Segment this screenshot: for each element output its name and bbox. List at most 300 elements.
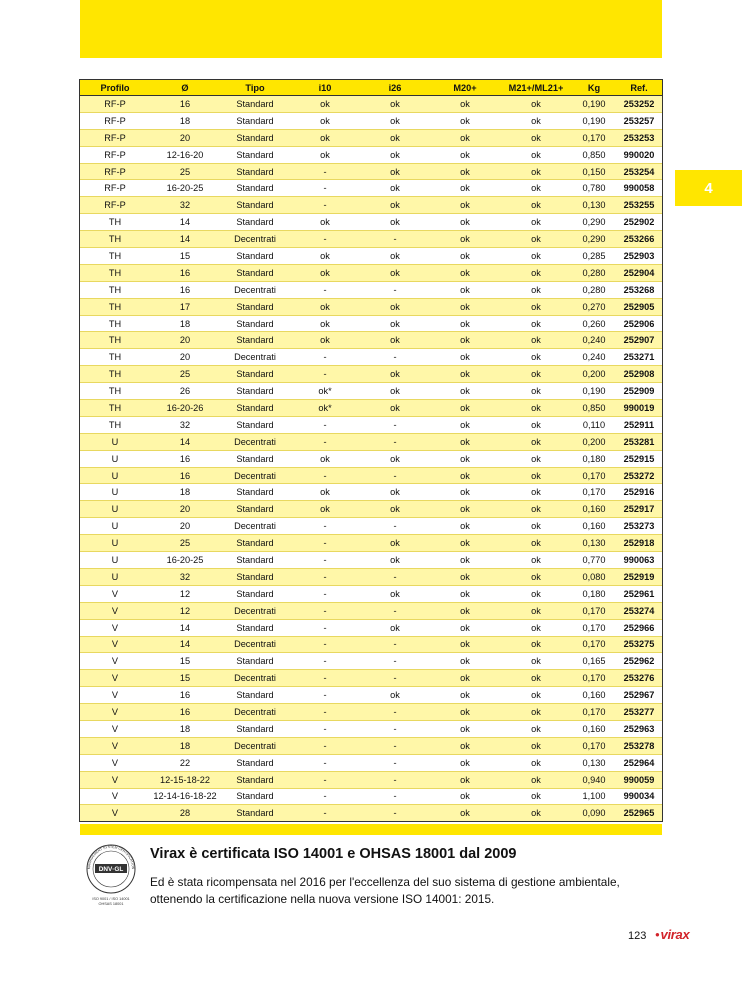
cell-kg: 0,110 [572, 416, 616, 433]
cell-m21-ml21: ok [500, 568, 572, 585]
cell-i10: ok [290, 264, 360, 281]
cell-i26: ok [360, 585, 430, 602]
cell-profilo: U [80, 467, 150, 484]
cell-diameter: 20 [150, 518, 220, 535]
cell-m20: ok [430, 281, 500, 298]
cell-tipo: Standard [220, 535, 290, 552]
cell-ref: 990059 [616, 771, 662, 788]
cell-m20: ok [430, 214, 500, 231]
cell-diameter: 16 [150, 96, 220, 113]
cell-tipo: Decentrati [220, 467, 290, 484]
cell-m21-ml21: ok [500, 670, 572, 687]
cell-i26: - [360, 602, 430, 619]
cell-ref: 252903 [616, 248, 662, 265]
cell-i26: ok [360, 501, 430, 518]
cell-i26: - [360, 720, 430, 737]
cell-ref: 252916 [616, 484, 662, 501]
cell-diameter: 20 [150, 332, 220, 349]
cell-m21-ml21: ok [500, 585, 572, 602]
cell-kg: 0,170 [572, 467, 616, 484]
logo-caption-2: OHSAS 18001 [98, 902, 124, 906]
cell-m20: ok [430, 450, 500, 467]
cell-profilo: TH [80, 248, 150, 265]
cell-ref: 990034 [616, 788, 662, 805]
cell-m20: ok [430, 568, 500, 585]
cell-m21-ml21: ok [500, 383, 572, 400]
cell-diameter: 25 [150, 366, 220, 383]
cell-m21-ml21: ok [500, 501, 572, 518]
cell-diameter: 16-20-26 [150, 400, 220, 417]
header-tipo: Tipo [220, 80, 290, 96]
cell-i10: - [290, 754, 360, 771]
cell-i26: ok [360, 197, 430, 214]
cell-kg: 0,170 [572, 704, 616, 721]
cell-tipo: Decentrati [220, 636, 290, 653]
cell-i26: - [360, 568, 430, 585]
cell-i10: - [290, 568, 360, 585]
cell-kg: 0,200 [572, 433, 616, 450]
table-row [80, 163, 662, 180]
cell-ref: 253274 [616, 602, 662, 619]
table-row [80, 248, 662, 265]
table-row [80, 602, 662, 619]
cell-profilo: TH [80, 264, 150, 281]
cell-diameter: 28 [150, 805, 220, 821]
cell-profilo: U [80, 535, 150, 552]
table-row [80, 197, 662, 214]
cell-i10: - [290, 619, 360, 636]
cell-tipo: Standard [220, 552, 290, 569]
cell-profilo: TH [80, 332, 150, 349]
cell-m21-ml21: ok [500, 129, 572, 146]
cell-m21-ml21: ok [500, 146, 572, 163]
cell-diameter: 16-20-25 [150, 180, 220, 197]
cell-profilo: TH [80, 281, 150, 298]
cell-i10: - [290, 231, 360, 248]
cell-tipo: Standard [220, 805, 290, 821]
cell-i10: ok* [290, 383, 360, 400]
cell-tipo: Standard [220, 214, 290, 231]
header-m21-ml21: M21+/ML21+ [500, 80, 572, 96]
cell-tipo: Standard [220, 771, 290, 788]
cell-diameter: 25 [150, 163, 220, 180]
cell-profilo: U [80, 568, 150, 585]
table-row [80, 670, 662, 687]
cell-ref: 252905 [616, 298, 662, 315]
cell-profilo: V [80, 805, 150, 821]
cell-tipo: Standard [220, 383, 290, 400]
certification-title: Virax è certificata ISO 14001 e OHSAS 18001 dal 2009 [150, 846, 517, 862]
cell-diameter: 32 [150, 568, 220, 585]
cell-i10: - [290, 197, 360, 214]
cell-tipo: Standard [220, 163, 290, 180]
cell-tipo: Decentrati [220, 602, 290, 619]
certification-body: Ed è stata ricompensata nel 2016 per l'eccellenza del suo sistema di gestione ambientale, ottenendo la certificazione nella nuova versione ISO 14001: 2015. [150, 875, 620, 906]
cell-m21-ml21: ok [500, 484, 572, 501]
cell-tipo: Standard [220, 180, 290, 197]
cell-tipo: Standard [220, 788, 290, 805]
table-row [80, 450, 662, 467]
cell-i10: - [290, 636, 360, 653]
cell-kg: 0,190 [572, 383, 616, 400]
cell-i26: ok [360, 129, 430, 146]
cell-i26: - [360, 416, 430, 433]
cell-m21-ml21: ok [500, 602, 572, 619]
cell-m20: ok [430, 112, 500, 129]
cell-diameter: 14 [150, 214, 220, 231]
table-row [80, 636, 662, 653]
header-profilo: Profilo [80, 80, 150, 96]
cell-i26: ok [360, 552, 430, 569]
cell-profilo: TH [80, 298, 150, 315]
cell-m21-ml21: ok [500, 805, 572, 821]
cell-kg: 0,200 [572, 366, 616, 383]
cell-kg: 0,170 [572, 484, 616, 501]
table-row [80, 501, 662, 518]
cell-profilo: TH [80, 214, 150, 231]
cell-diameter: 15 [150, 248, 220, 265]
cell-kg: 0,290 [572, 214, 616, 231]
cell-tipo: Standard [220, 96, 290, 113]
cell-diameter: 14 [150, 619, 220, 636]
cell-profilo: V [80, 653, 150, 670]
cell-m21-ml21: ok [500, 754, 572, 771]
cell-tipo: Standard [220, 720, 290, 737]
cell-m21-ml21: ok [500, 653, 572, 670]
cell-diameter: 18 [150, 720, 220, 737]
cell-tipo: Standard [220, 653, 290, 670]
cell-i10: ok [290, 96, 360, 113]
cell-kg: 0,180 [572, 585, 616, 602]
table-row [80, 264, 662, 281]
table-row [80, 552, 662, 569]
header-i26: i26 [360, 80, 430, 96]
cell-profilo: RF-P [80, 180, 150, 197]
cell-i10: - [290, 720, 360, 737]
cell-m21-ml21: ok [500, 687, 572, 704]
cell-m20: ok [430, 602, 500, 619]
cell-m20: ok [430, 653, 500, 670]
cell-i26: ok [360, 298, 430, 315]
cell-m20: ok [430, 687, 500, 704]
cell-i10: - [290, 737, 360, 754]
cell-i26: - [360, 653, 430, 670]
cell-tipo: Decentrati [220, 670, 290, 687]
cell-i26: ok [360, 248, 430, 265]
logo-caption-1: ISO 9001 / ISO 14001 [92, 897, 130, 901]
cell-diameter: 32 [150, 416, 220, 433]
cell-m20: ok [430, 383, 500, 400]
cell-i26: - [360, 788, 430, 805]
cell-kg: 0,170 [572, 670, 616, 687]
cell-i10: ok [290, 146, 360, 163]
cell-m21-ml21: ok [500, 737, 572, 754]
cell-ref: 252909 [616, 383, 662, 400]
table-row [80, 687, 662, 704]
cell-kg: 0,160 [572, 687, 616, 704]
cell-diameter: 18 [150, 737, 220, 754]
cell-profilo: U [80, 450, 150, 467]
cell-kg: 0,170 [572, 619, 616, 636]
cell-profilo: RF-P [80, 197, 150, 214]
cell-ref: 253268 [616, 281, 662, 298]
cell-i26: ok [360, 214, 430, 231]
cell-m21-ml21: ok [500, 720, 572, 737]
cell-m21-ml21: ok [500, 400, 572, 417]
cell-i26: - [360, 754, 430, 771]
cell-profilo: U [80, 484, 150, 501]
cell-m20: ok [430, 737, 500, 754]
cell-ref: 253277 [616, 704, 662, 721]
cell-m21-ml21: ok [500, 433, 572, 450]
cell-m21-ml21: ok [500, 535, 572, 552]
cell-tipo: Standard [220, 197, 290, 214]
cell-m21-ml21: ok [500, 231, 572, 248]
virax-logo [655, 927, 689, 942]
table-row [80, 518, 662, 535]
page-number: 123 [628, 930, 647, 942]
cell-kg: 0,080 [572, 568, 616, 585]
cell-ref: 252908 [616, 366, 662, 383]
cell-m21-ml21: ok [500, 96, 572, 113]
cell-diameter: 12-16-20 [150, 146, 220, 163]
table-row [80, 416, 662, 433]
cell-tipo: Standard [220, 484, 290, 501]
cell-profilo: V [80, 788, 150, 805]
cell-tipo: Standard [220, 585, 290, 602]
table-row [80, 281, 662, 298]
cell-i10: ok [290, 129, 360, 146]
top-yellow-band [80, 0, 662, 58]
cell-kg: 0,940 [572, 771, 616, 788]
cell-ref: 253273 [616, 518, 662, 535]
cell-m21-ml21: ok [500, 771, 572, 788]
cell-profilo: U [80, 501, 150, 518]
cell-ref: 253254 [616, 163, 662, 180]
cell-m20: ok [430, 518, 500, 535]
cell-i10: - [290, 771, 360, 788]
table-row [80, 400, 662, 417]
cell-i10: - [290, 670, 360, 687]
cell-i10: - [290, 180, 360, 197]
cell-ref: 253252 [616, 96, 662, 113]
cell-i10: ok [290, 112, 360, 129]
cell-tipo: Decentrati [220, 281, 290, 298]
cell-profilo: TH [80, 231, 150, 248]
cell-m20: ok [430, 416, 500, 433]
cell-tipo: Standard [220, 416, 290, 433]
cell-diameter: 20 [150, 501, 220, 518]
cell-i26: ok [360, 180, 430, 197]
cell-i10: ok [290, 315, 360, 332]
cell-i26: ok [360, 619, 430, 636]
cell-profilo: RF-P [80, 146, 150, 163]
cell-kg: 0,270 [572, 298, 616, 315]
cell-i10: - [290, 788, 360, 805]
cell-kg: 0,170 [572, 602, 616, 619]
cell-diameter: 16-20-25 [150, 552, 220, 569]
cell-tipo: Standard [220, 400, 290, 417]
cell-i10: - [290, 585, 360, 602]
cell-m20: ok [430, 332, 500, 349]
cell-profilo: V [80, 687, 150, 704]
cell-m20: ok [430, 163, 500, 180]
cell-profilo: V [80, 602, 150, 619]
cell-diameter: 12 [150, 602, 220, 619]
cell-tipo: Decentrati [220, 433, 290, 450]
cell-i26: ok [360, 264, 430, 281]
table-row [80, 129, 662, 146]
cell-diameter: 15 [150, 670, 220, 687]
cell-m20: ok [430, 619, 500, 636]
cell-i10: ok [290, 332, 360, 349]
cell-m20: ok [430, 180, 500, 197]
cell-i26: ok [360, 112, 430, 129]
cell-m20: ok [430, 366, 500, 383]
cell-profilo: V [80, 754, 150, 771]
cell-diameter: 12 [150, 585, 220, 602]
cell-i26: ok [360, 315, 430, 332]
table-row [80, 298, 662, 315]
header-diameter: Ø [150, 80, 220, 96]
cell-kg: 0,130 [572, 197, 616, 214]
brand-name: virax [660, 927, 690, 942]
cell-diameter: 14 [150, 231, 220, 248]
table-row [80, 349, 662, 366]
cell-tipo: Standard [220, 450, 290, 467]
table-row [80, 467, 662, 484]
cell-m21-ml21: ok [500, 163, 572, 180]
cell-i10: - [290, 687, 360, 704]
cell-m21-ml21: ok [500, 636, 572, 653]
cell-i10: ok [290, 450, 360, 467]
cell-kg: 0,170 [572, 129, 616, 146]
cell-kg: 0,285 [572, 248, 616, 265]
cell-diameter: 25 [150, 535, 220, 552]
cell-profilo: V [80, 585, 150, 602]
cell-m20: ok [430, 315, 500, 332]
table-row [80, 332, 662, 349]
cell-i10: - [290, 163, 360, 180]
cell-ref: 252907 [616, 332, 662, 349]
cell-m20: ok [430, 704, 500, 721]
table-row [80, 366, 662, 383]
cell-m20: ok [430, 636, 500, 653]
cell-i26: ok [360, 400, 430, 417]
cell-profilo: RF-P [80, 112, 150, 129]
cell-m21-ml21: ok [500, 315, 572, 332]
cell-m20: ok [430, 754, 500, 771]
cell-profilo: TH [80, 400, 150, 417]
cell-kg: 0,190 [572, 112, 616, 129]
cell-i10: - [290, 552, 360, 569]
chapter-tab: 4 [675, 170, 742, 206]
cell-m20: ok [430, 197, 500, 214]
cell-i10: - [290, 281, 360, 298]
cell-ref: 253275 [616, 636, 662, 653]
cell-tipo: Standard [220, 754, 290, 771]
cell-m21-ml21: ok [500, 281, 572, 298]
cell-ref: 252902 [616, 214, 662, 231]
cell-profilo: U [80, 552, 150, 569]
brand-mark-icon: ● [655, 930, 660, 939]
cell-i10: - [290, 416, 360, 433]
cell-ref: 252911 [616, 416, 662, 433]
cell-kg: 0,090 [572, 805, 616, 821]
cell-tipo: Decentrati [220, 737, 290, 754]
cell-profilo: V [80, 720, 150, 737]
cell-tipo: Decentrati [220, 518, 290, 535]
cell-ref: 252967 [616, 687, 662, 704]
cell-tipo: Decentrati [220, 349, 290, 366]
cell-kg: 0,190 [572, 96, 616, 113]
cell-i10: - [290, 349, 360, 366]
table-row [80, 214, 662, 231]
cell-m20: ok [430, 298, 500, 315]
cell-tipo: Decentrati [220, 704, 290, 721]
table-row [80, 484, 662, 501]
cell-ref: 253281 [616, 433, 662, 450]
table-row [80, 231, 662, 248]
cell-kg: 0,850 [572, 146, 616, 163]
table-row [80, 653, 662, 670]
cell-m21-ml21: ok [500, 704, 572, 721]
cell-ref: 990019 [616, 400, 662, 417]
table-row [80, 112, 662, 129]
cell-diameter: 16 [150, 687, 220, 704]
logo-name: DNV·GL [98, 866, 124, 874]
cell-ref: 253253 [616, 129, 662, 146]
cell-ref: 253276 [616, 670, 662, 687]
table-row [80, 146, 662, 163]
cell-ref: 253266 [616, 231, 662, 248]
cell-diameter: 22 [150, 754, 220, 771]
table-row [80, 383, 662, 400]
cell-ref: 252915 [616, 450, 662, 467]
table-row [80, 788, 662, 805]
cell-ref: 252919 [616, 568, 662, 585]
cell-i26: - [360, 670, 430, 687]
cell-tipo: Standard [220, 315, 290, 332]
cell-m20: ok [430, 129, 500, 146]
cell-i10: ok [290, 248, 360, 265]
cell-diameter: 18 [150, 112, 220, 129]
cell-diameter: 15 [150, 653, 220, 670]
cell-diameter: 16 [150, 704, 220, 721]
cell-i26: ok [360, 383, 430, 400]
cell-kg: 0,160 [572, 720, 616, 737]
cell-tipo: Standard [220, 298, 290, 315]
cell-m21-ml21: ok [500, 349, 572, 366]
logo-ring-text: MANAGEMENT SYSTEM CERTIFICATION [86, 844, 136, 870]
cell-m20: ok [430, 535, 500, 552]
cell-ref: 252963 [616, 720, 662, 737]
cell-i26: ok [360, 450, 430, 467]
cell-i10: ok* [290, 400, 360, 417]
cell-diameter: 16 [150, 467, 220, 484]
cell-m21-ml21: ok [500, 518, 572, 535]
cell-tipo: Standard [220, 568, 290, 585]
cell-profilo: RF-P [80, 129, 150, 146]
cell-m20: ok [430, 501, 500, 518]
header-kg: Kg [572, 80, 616, 96]
cell-m21-ml21: ok [500, 264, 572, 281]
cell-profilo: TH [80, 366, 150, 383]
cell-profilo: V [80, 737, 150, 754]
table-row [80, 754, 662, 771]
cell-i26: ok [360, 535, 430, 552]
cell-i26: ok [360, 366, 430, 383]
